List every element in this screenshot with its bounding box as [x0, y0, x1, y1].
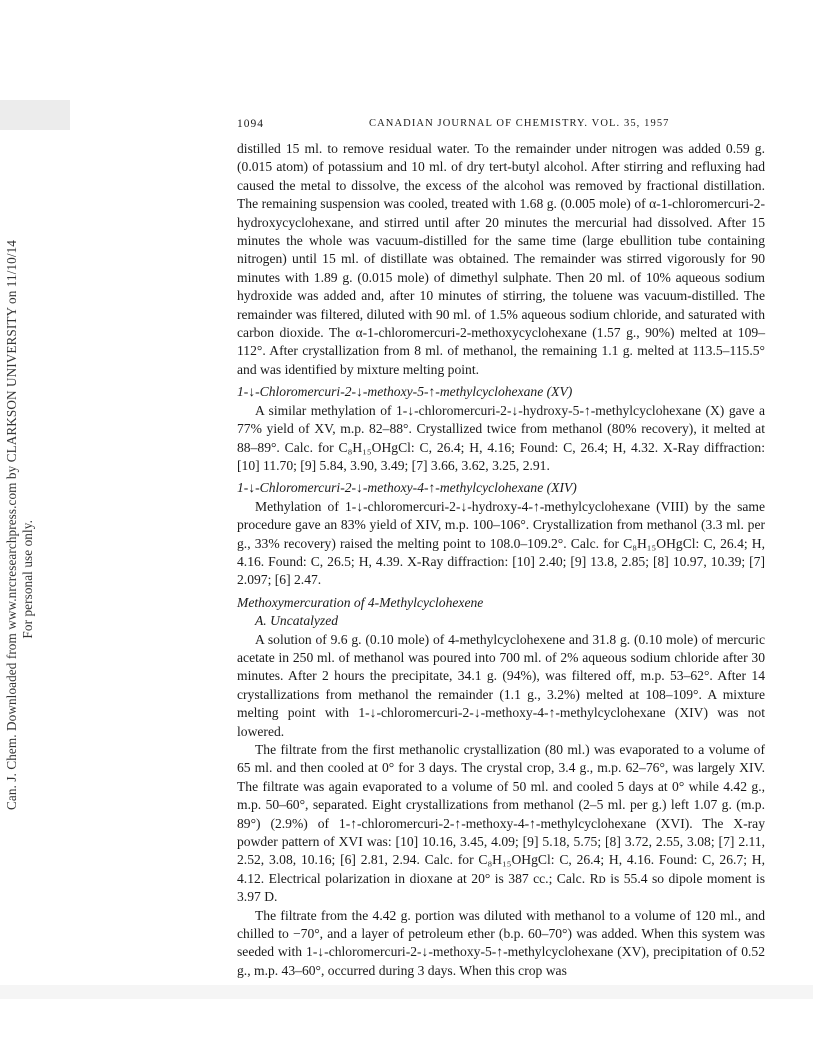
paragraph-1: distilled 15 ml. to remove residual water. To the remainder under nitrogen was added 0.59 g. (0.015 atom) of potassium and 10 ml. of dry tert-butyl alcohol. After stirring and refluxing had caused the metal to dissolve, the excess of the alcohol was removed by fractional distillation. The remaining suspension was cooled, treated with 1.68 g. (0.005 mole) of α-1-chloromercuri-2-hydroxycyclohexane, and stirred until after 20 minutes the mercurial had dissolved. After 15 minutes the whole was vacuum-distilled for the same time (large ebullition tube containing nitrogen) until 15 ml. of distillate was obtained. The remainder was stirred vigorously for 90 minutes with 1.89 g. (0.015 mole) of dimethyl sulphate. Then 20 ml. of 10% aqueous sodium hydroxide was added and, after 10 minutes of stirring, the toluene was vacuum-distilled. The remainder was filtered, diluted with 90 ml. of 1.5% aqueous sodium chloride, and saturated with carbon dioxide. The α-1-chloromercuri-2-methoxycyclohexane (1.57 g., 90%) melted at 109–112°. After crystallization from 8 ml. of methanol, the remaining 1.1 g. melted at 113.5–115.5° and was identified by mixture melting point.: [237, 141, 765, 377]
paragraph-3: Methylation of 1-↓-chloromercuri-2-↓-hydroxy-4-↑-methylcyclohexane (VIII) by the same procedure gave an 83% yield of XIV, m.p. 100–106°. Crystallization from methanol (3.3 ml. per g., 33% recovery) raised the melting point to 108.0–109.2°. Calc. for C₈H₁₅OHgCl: C, 26.4; H, 4.16. Found: C, 26.5; H, 4.39. X-Ray diffraction: [10] 2.40; [9] 13.8, 2.85; [8] 10.97, 10.39; [7] 2.097; [6] 2.47.: [237, 498, 765, 588]
download-watermark-line2: For personal use only.: [20, 520, 35, 639]
paragraph-6: The filtrate from the 4.42 g. portion was diluted with methanol to a volume of 120 ml., and chilled to −70°, and a layer of petroleum ether (b.p. 60–70°) was added. When this system was seeded with 1-↓-chloromercuri-2-↓-methoxy-5-↑-methylcyclohexane (XV), precipitation of 0.52 g., m.p. 43–60°, occurred during 3 days. When this crop was: [237, 907, 765, 978]
section-heading-methoxymercuration: Methoxymercuration of 4-Methylcyclohexene: [237, 594, 484, 610]
section-heading-xv: 1-↓-Chloromercuri-2-↓-methoxy-5-↑-methylcyclohexane (XV): [237, 384, 573, 400]
journal-title: CANADIAN JOURNAL OF CHEMISTRY. VOL. 35, 1957: [369, 118, 670, 129]
download-watermark-line1: Can. J. Chem. Downloaded from www.nrcresearchpress.com by CLARKSON UNIVERSITY on 11/10/14: [4, 240, 19, 811]
scan-artifact-top-left: [0, 100, 70, 130]
download-watermark: [2, 240, 42, 811]
paragraph-4: A solution of 9.6 g. (0.10 mole) of 4-methylcyclohexene and 31.8 g. (0.10 mole) of mercuric acetate in 250 ml. of methanol was poured into 700 ml. of 2% aqueous sodium chloride after 30 minutes. After 2 hours the precipitate, 34.1 g. (94%), was filtered off, m.p. 53–62°. After 14 crystallizations from methanol the remainder (1.1 g., 3.2%) melted at 108–109°. A mixture melting point with 1-↓-chloromercuri-2-↓-methoxy-4-↑-methylcyclohexane (XIV) was not lowered.: [237, 631, 765, 739]
paragraph-2: A similar methylation of 1-↓-chloromercuri-2-↓-hydroxy-5-↑-methylcyclohexane (X) gave a 77% yield of XV, m.p. 82–88°. Crystallized twice from methanol (80% recovery), it melted at 88–89°. Calc. for C₈H₁₅OHgCl: C, 26.4; H, 4.16; Found: C, 26.4; H, 4.32. X-Ray diffraction: [10] 11.70; [9] 5.84, 3.90, 3.49; [7] 3.66, 3.62, 3.25, 2.91.: [237, 402, 765, 473]
subsection-heading-uncatalyzed: A. Uncatalyzed: [255, 613, 339, 629]
section-heading-xiv: 1-↓-Chloromercuri-2-↓-methoxy-4-↑-methylcyclohexane (XIV): [237, 480, 577, 496]
paragraph-5: The filtrate from the first methanolic crystallization (80 ml.) was evaporated to a volume of 65 ml. and then cooled at 0° for 3 days. The crystal crop, 3.4 g., m.p. 62–76°, was largely XIV. The filtrate was again evaporated to a volume of 50 ml. and cooled 5 days at 0° while 4.42 g., m.p. 50–60°, separated. Eight crystallizations from methanol (2–5 ml. per g.) left 1.07 g. (m.p. 89°) (2.9%) of 1-↑-chloromercuri-2-↑-methoxy-4-↑-methylcyclohexane (XVI). The X-ray powder pattern of XVI was: [10] 10.16, 3.45, 4.09; [9] 5.18, 5.75; [8] 3.72, 2.55, 3.08; [7] 2.11, 2.52, 3.08, 10.16; [6] 2.81, 2.94. Calc. for C₈H₁₅OHgCl: C, 26.4; H, 4.16. Found: C, 26.7; H, 4.12. Electrical polarization in dioxane at 20° is 387 cc.; Calc. Rᴅ is 55.4 so dipole moment is 3.97 D.: [237, 742, 765, 905]
scan-artifact-bottom: [0, 985, 813, 999]
article-body: [237, 140, 765, 980]
page-number: 1094: [237, 118, 264, 130]
